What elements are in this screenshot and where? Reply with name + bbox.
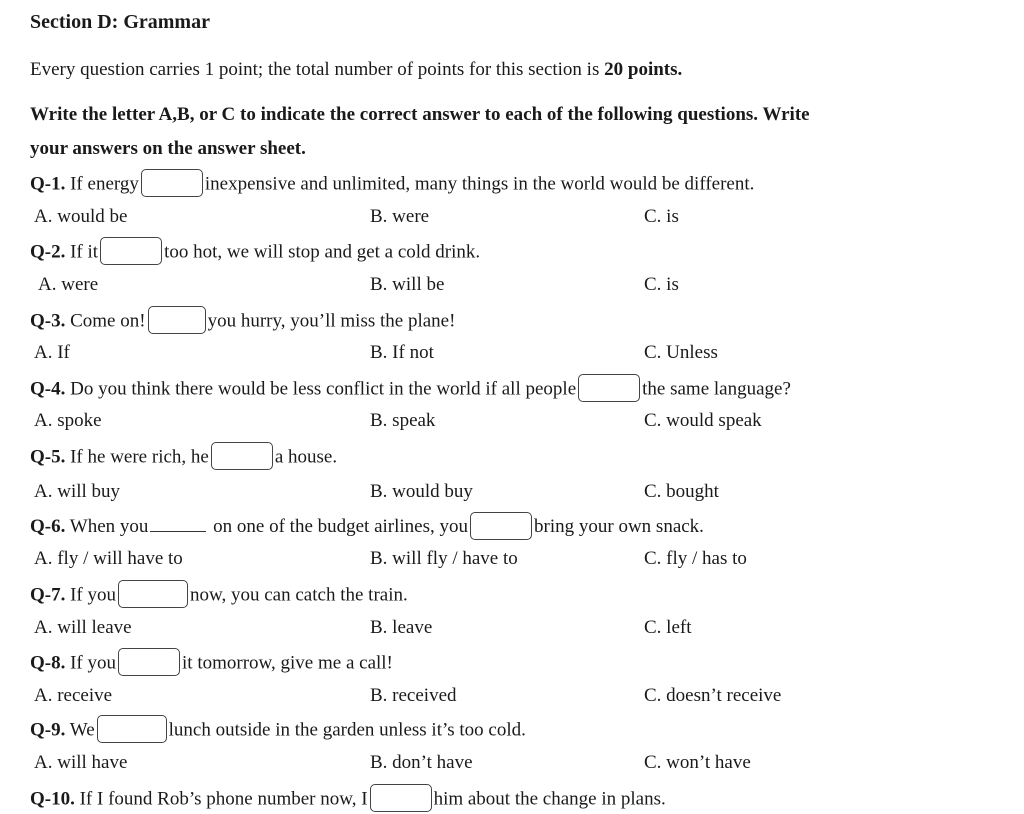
question-text-before: We (69, 719, 95, 741)
question-number: Q-1. (30, 173, 66, 195)
answer-box[interactable] (211, 442, 273, 470)
option-a: A. will buy (34, 481, 121, 502)
question-2 (30, 239, 480, 267)
option-c: C. is (644, 274, 679, 295)
question-number: Q-2. (30, 241, 66, 263)
option-b: B. will be (370, 274, 445, 295)
question-10 (30, 786, 666, 814)
question-1 (30, 171, 754, 199)
answer-box[interactable] (118, 648, 180, 676)
question-number: Q-4. (30, 378, 66, 400)
intro-text: Every question carries 1 point; the total number of points for this section is (30, 59, 605, 80)
intro-points: 20 points. (604, 59, 683, 80)
answer-blank[interactable] (150, 513, 206, 532)
option-c: C. won’t have (644, 752, 751, 773)
answer-box[interactable] (370, 784, 432, 812)
question-text-before: If he were rich, he (70, 446, 209, 468)
question-number: Q-6. (30, 516, 66, 537)
option-a: A. receive (34, 685, 113, 706)
question-text-before: Come on! (70, 310, 146, 332)
option-b: B. leave (370, 617, 433, 638)
question-text-after: inexpensive and unlimited, many things in the world would be different. (204, 173, 755, 195)
option-c: C. fly / has to (644, 548, 747, 569)
question-text-after: now, you can catch the train. (190, 584, 408, 606)
question-text-after: too hot, we will stop and get a cold drink. (164, 241, 481, 263)
question-text-before: When you (69, 516, 149, 537)
question-text-before: If you (70, 584, 117, 606)
option-a: A. will have (34, 752, 128, 773)
option-b: B. speak (370, 410, 436, 431)
section-title: Section D: Grammar (30, 11, 210, 33)
option-b: B. don’t have (370, 752, 473, 773)
answer-box[interactable] (97, 715, 167, 743)
question-text-before: If energy (70, 173, 139, 195)
question-text-after: lunch outside in the garden unless it’s too cold. (168, 719, 526, 741)
option-a: A. If (34, 342, 70, 363)
question-text-before: Do you think there would be less conflict in the world if all people (70, 378, 577, 400)
option-b: B. were (370, 206, 430, 227)
question-number: Q-7. (30, 584, 66, 606)
question-text-after: it tomorrow, give me a call! (182, 652, 393, 674)
question-text-before: If I found Rob’s phone number now, I (79, 788, 368, 810)
question-text-before: If you (70, 652, 117, 674)
question-3 (30, 308, 455, 336)
option-c: C. left (644, 617, 692, 638)
question-text-before: If it (70, 241, 99, 263)
question-number: Q-10. (30, 788, 75, 810)
question-number: Q-9. (30, 719, 66, 741)
option-b: B. would buy (370, 481, 473, 502)
instruction-line-2: your answers on the answer sheet. (30, 138, 306, 159)
question-6 (30, 513, 704, 542)
answer-box[interactable] (141, 169, 203, 197)
question-9 (30, 717, 526, 745)
option-b: B. will fly / have to (370, 548, 518, 569)
question-text-after: you hurry, you’ll miss the plane! (207, 310, 456, 332)
option-c: C. is (644, 206, 679, 227)
question-text-after: him about the change in plans. (433, 788, 666, 810)
question-text-after: the same language? (642, 378, 791, 400)
option-c: C. would speak (644, 410, 762, 431)
question-number: Q-5. (30, 446, 66, 468)
option-a: A. were (38, 274, 99, 295)
question-number: Q-3. (30, 310, 66, 332)
question-text-middle: on one of the budget airlines, you (213, 516, 469, 537)
answer-box[interactable] (100, 237, 162, 265)
answer-box[interactable] (118, 580, 188, 608)
option-c: C. bought (644, 481, 719, 502)
option-a: A. will leave (34, 617, 132, 638)
option-c: C. doesn’t receive (644, 685, 782, 706)
question-4 (30, 376, 791, 404)
intro-line (30, 58, 682, 82)
instruction-line-1: Write the letter A,B, or C to indicate the correct answer to each of the following questions. Write (30, 104, 810, 125)
option-a: A. would be (34, 206, 128, 227)
question-text-after: bring your own snack. (534, 516, 704, 537)
question-7 (30, 582, 408, 610)
question-8 (30, 650, 393, 678)
option-b: B. If not (370, 342, 434, 363)
question-text-after: a house. (274, 446, 338, 468)
option-a: A. fly / will have to (34, 548, 183, 569)
answer-box[interactable] (470, 512, 532, 540)
question-number: Q-8. (30, 652, 66, 674)
option-c: C. Unless (644, 342, 718, 363)
option-b: B. received (370, 685, 457, 706)
answer-box[interactable] (148, 306, 206, 334)
question-5 (30, 444, 337, 472)
answer-box[interactable] (578, 374, 640, 402)
option-a: A. spoke (34, 410, 102, 431)
